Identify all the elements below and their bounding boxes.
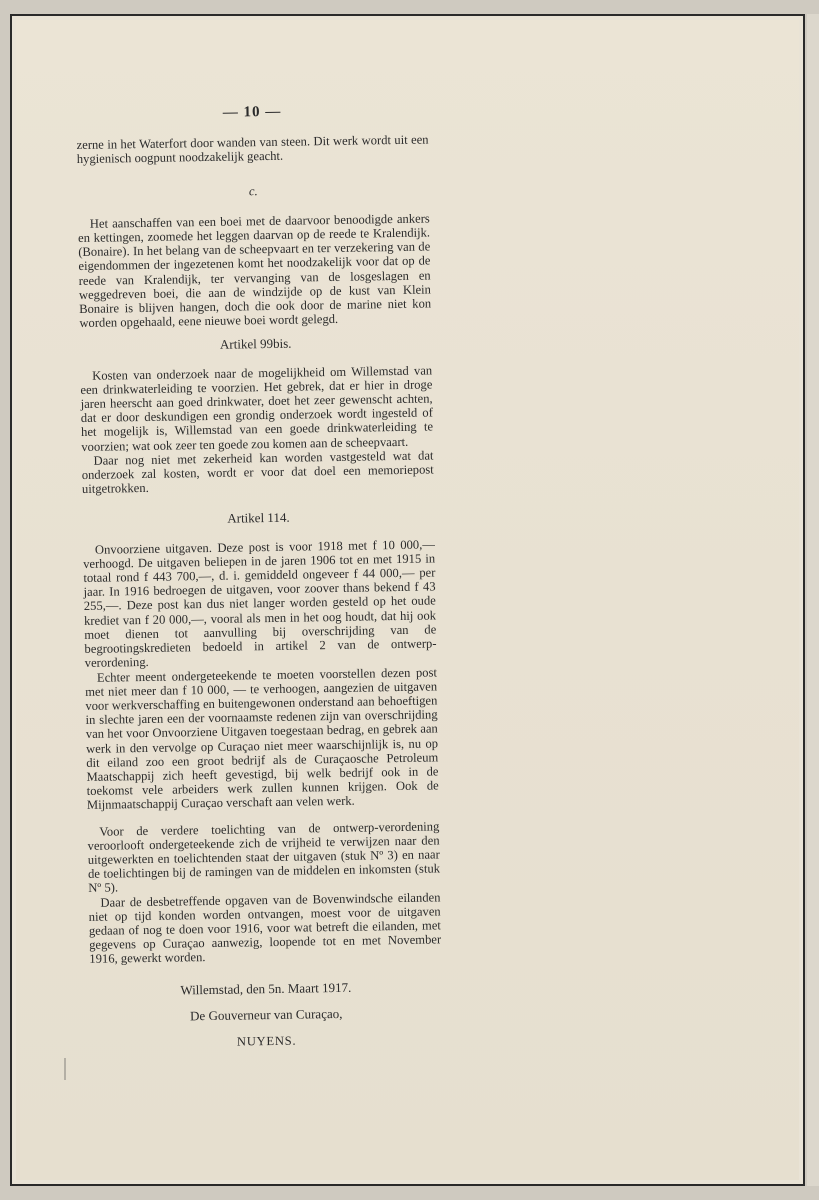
- place-date: Willemstad, den 5n. Maart 1917.: [180, 979, 352, 998]
- article-114-heading: Artikel 114.: [227, 510, 290, 527]
- page-frame: [10, 14, 805, 1186]
- document-text: [76, 102, 443, 1051]
- section-c-label: c.: [248, 183, 258, 198]
- signatory-title: De Gouverneur van Curaçao,: [189, 1005, 343, 1024]
- paragraph-increase-proposal: Echter meent ondergeteekende te moeten voorstellen dezen post met niet meer dan f 10 000, — te verhoogen, aangezien de uitgaven voor werkverschaffing en buitengewonen onderstand aan behoeftigen in slechte jaren een der voornaamste redenen zijn van overschrijding van het voor Onvoorziene Uitgaven toegestaan bedrag, en gebrek aan werk in den vervolge op Curaçao niet meer waarschijnlijk is, nu op dit eiland zoo een groot bedrijf als de Curaçaosche Petroleum Maatschappij zich heeft gevestigd, bij welk bedrijf ook in de toekomst vele arbeiders werk zullen kunnen krijgen. Ook de Mijnmaatschappij Curaçao verschaft aan velen werk.: [85, 664, 439, 813]
- paragraph-buoy: Het aanschaffen van een boei met de daarvoor benoodigde ankers en kettingen, zoomede het leggen daarvan op de reede te Kralendijk. (Bonaire). In het belang van de scheepvaart en ter verzekering van de eigendommen der ingezetenen komt het noodzakelijk voor dat op de reede van Kralendijk, ter vervanging van de losgeslagen en weggedreven boei, die aan de windzijde op de kust van Klein Bonaire is blijven hangen, doch die ook door de marine niet kon worden opgehaald, eene nieuwe boei wordt gelegd.: [77, 211, 432, 331]
- paragraph-intro: zerne in het Waterfort door wanden van steen. Dit werk wordt uit een hygienisch oogpunt noodzakelijk geacht.: [76, 132, 429, 167]
- scan-edge-strip: [807, 14, 819, 1186]
- paragraph-further-explanation: Voor de verdere toelichting van de ontwerp-verordening veroorlooft ondergeteekende zich de vrijheid te verwijzen naar den uitgewerkten en toelichtenden staat der uitgaven (stuk Nº 3) en naar de toelichtingen bij de ramingen van de middelen en inkomsten (stuk Nº 5).: [87, 818, 441, 896]
- margin-mark: [64, 1058, 66, 1080]
- paragraph-water-research: Kosten van onderzoek naar de mogelijkheid om Willemstad van een drinkwaterleiding te voorzien. Het gebrek, dat er hier in droge jaren heerscht aan goed drinkwater, doet het zeer gewenscht achten, dat er door deskundigen een grondig onderzoek wordt ingesteld of het mogelijk is, Willemstad van een goede drinkwaterleiding te voorzien; wat ook zeer ten goede zou komen aan de scheepvaart.: [80, 363, 434, 454]
- paper-sheet: [16, 20, 799, 1180]
- paragraph-windward-islands: Daar de desbetreffende opgaven van de Bovenwindsche eilanden niet op tijd konden worden ontvangen, moest voor de uitgaven gedaan of nog te doen voor 1916, voor wat betreft die eilanden, met gegevens op Curaçao aanwezig, loopende tot en met November 1916, gewerkt worden.: [88, 889, 442, 967]
- article-99bis-heading: Artikel 99bis.: [219, 336, 292, 353]
- paragraph-memoriepost: Daar nog niet met zekerheid kan worden vastgesteld wat dat onderzoek zal kosten, wordt er voor dat doel een memoriepost uitgetrokken.: [81, 448, 434, 497]
- paragraph-unforeseen-expenses: Onvoorziene uitgaven. Deze post is voor 1918 met f 10 000,— verhoogd. De uitgaven beliepen in de jaren 1906 tot en met 1915 in totaal rond f 443 700,—, d. i. gemiddeld ongeveer f 44 000,— per jaar. In 1916 bedroegen de uitgaven, voor zoover thans bekend f 43 255,—. Deze post kan dus niet langer worden gesteld op het oude krediet van f 20 000,—, vooral als men in het oog houdt, dat hij ook moet dienen tot aanvulling bij overschrijding van de begrootingskredieten bedoeld in artikel 2 van de ontwerp-verordening.: [83, 537, 437, 671]
- page-number: — 10 —: [222, 103, 282, 121]
- signatory-name: NUYENS.: [236, 1033, 297, 1049]
